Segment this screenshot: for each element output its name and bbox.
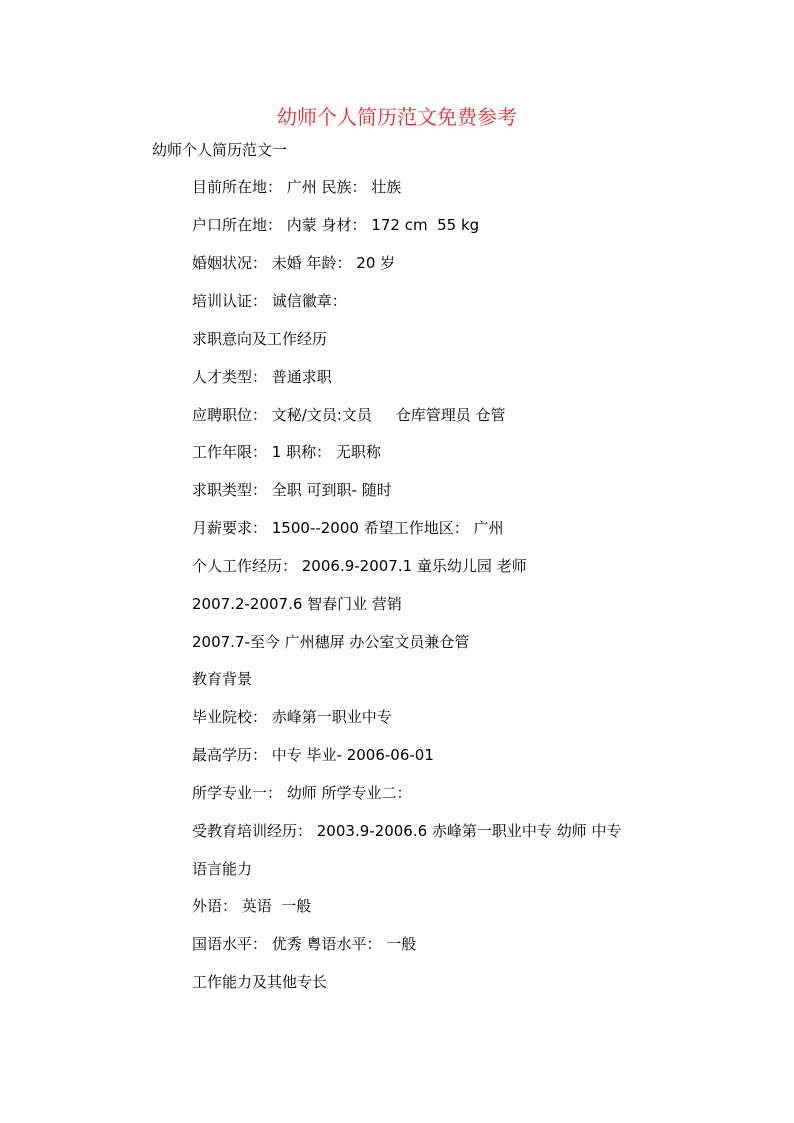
text-line: 受教育培训经历： 2003.9-2006.6 赤峰第一职业中专 幼师 中专 [192,822,622,840]
subsection-heading: 教育背景 [192,670,253,688]
text-line: 个人工作经历： 2006.9-2007.1 童乐幼儿园 老师 [192,557,527,575]
text-line: 培训认证： 诚信徽章： [192,292,347,310]
text-line: 求职类型： 全职 可到职- 随时 [192,481,392,499]
text-line: 毕业院校： 赤峰第一职业中专 [192,708,392,726]
text-line: 国语水平： 优秀 粤语水平： 一般 [192,935,417,953]
text-line: 婚姻状况： 未婚 年龄： 20 岁 [192,254,396,272]
text-line: 应聘职位： 文秘/文员:文员 仓库管理员 仓管 [192,406,506,424]
text-line: 月薪要求： 1500--2000 希望工作地区： 广州 [192,519,504,537]
text-line: 目前所在地： 广州 民族： 壮族 [192,178,402,196]
section-heading: 幼师个人简历范文一 [152,141,288,159]
document-title: 幼师个人简历范文免费参考 [277,105,517,129]
text-line: 工作年限： 1 职称： 无职称 [192,443,381,461]
text-line: 外语： 英语 一般 [192,897,312,915]
subsection-heading: 工作能力及其他专长 [192,973,328,991]
text-line: 人才类型： 普通求职 [192,368,332,386]
text-line: 2007.2-2007.6 智春门业 营销 [192,595,402,613]
text-line: 户口所在地： 内蒙 身材： 172 cm 55 kg [192,216,480,234]
subsection-heading: 语言能力 [192,860,253,878]
text-line: 所学专业一： 幼师 所学专业二： [192,784,412,802]
text-line: 最高学历： 中专 毕业- 2006-06-01 [192,746,434,764]
text-line: 2007.7-至今 广州穗屏 办公室文员兼仓管 [192,633,470,651]
subsection-heading: 求职意向及工作经历 [192,330,328,348]
